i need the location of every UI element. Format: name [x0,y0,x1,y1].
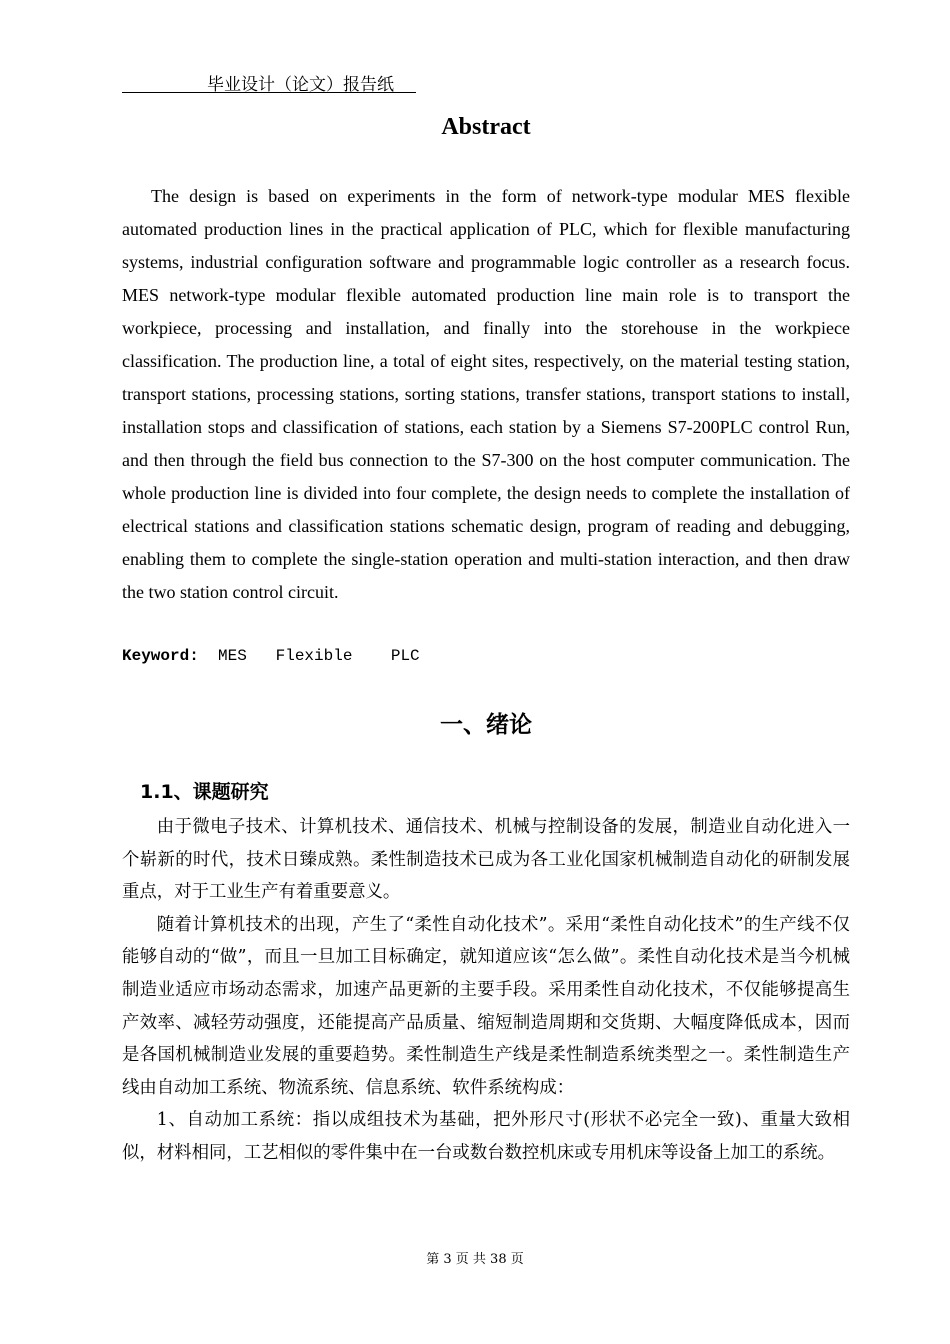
abstract-title: Abstract [441,114,531,140]
section-title: 1.1、课题研究 [140,781,269,803]
body-paragraph: 随着计算机技术的出现，产生了“柔性自动化技术”。采用“柔性自动化技术”的生产线不仅能够自动的“做”，而且一旦加工目标确定，就知道应该“怎么做”。柔性自动化技术是当今机械制造业适应市场动态需求，加速产品更新的主要手段。采用柔性自动化技术，不仅能够提高生产效率、减轻劳动强度，还能提高产品质量、缩短制造周期和交货期、大幅度降低成本，因而是各国机械制造业发展的重要趋势。柔性制造生产线是柔性制造系统类型之一。柔性制造生产线由自动加工系统、物流系统、信息系统、软件系统构成： [122,914,850,1098]
page-number: 第 3 页 共 38 页 [426,1252,524,1267]
abstract-body: The design is based on experiments in the form of network-type modular MES flexible automated production lines in the practical application of PLC, which for flexible manufacturing systems, industrial configuration software and programmable logic controller as a research focus. MES network-type modular flexible automated production line main role is to transport the workpiece, processing and installation, and finally into the storehouse in the workpiece classification. The production line, a total of eight sites, respectively, on the material testing station, transport stations, processing stations, sorting stations, transfer stations, transport stations to install, installation stops and classification of stations, each station by a Siemens S7-200PLC control Run, and then through the field bus connection to the S7-300 on the host computer communication. The whole production line is divided into four complete, the design needs to complete the installation of electrical stations and classification stations schematic design, program of reading and debugging, enabling them to complete the single-station operation and multi-station interaction, and then draw the two station control circuit. [122,186,850,602]
keyword-values: MES Flexible PLC [198,647,420,665]
keyword-line [122,647,420,665]
page-header [122,68,416,93]
section-body [122,811,850,1170]
header-title: 毕业设计（论文）报告纸 [207,75,394,95]
body-paragraph: 1、自动加工系统：指以成组技术为基础，把外形尺寸(形状不必完全一致)、重量大致相似，材料相同，工艺相似的零件集中在一台或数台数控机床或专用机床等设备上加工的系统。 [122,1110,850,1163]
keyword-label: Keyword: [122,647,199,665]
chapter-title: 一、绪论 [440,712,532,738]
body-paragraph: 由于微电子技术、计算机技术、通信技术、机械与控制设备的发展，制造业自动化进入一个崭新的时代，技术日臻成熟。柔性制造技术已成为各工业化国家机械制造自动化的研制发展重点，对于工业生产有着重要意义。 [122,817,850,903]
